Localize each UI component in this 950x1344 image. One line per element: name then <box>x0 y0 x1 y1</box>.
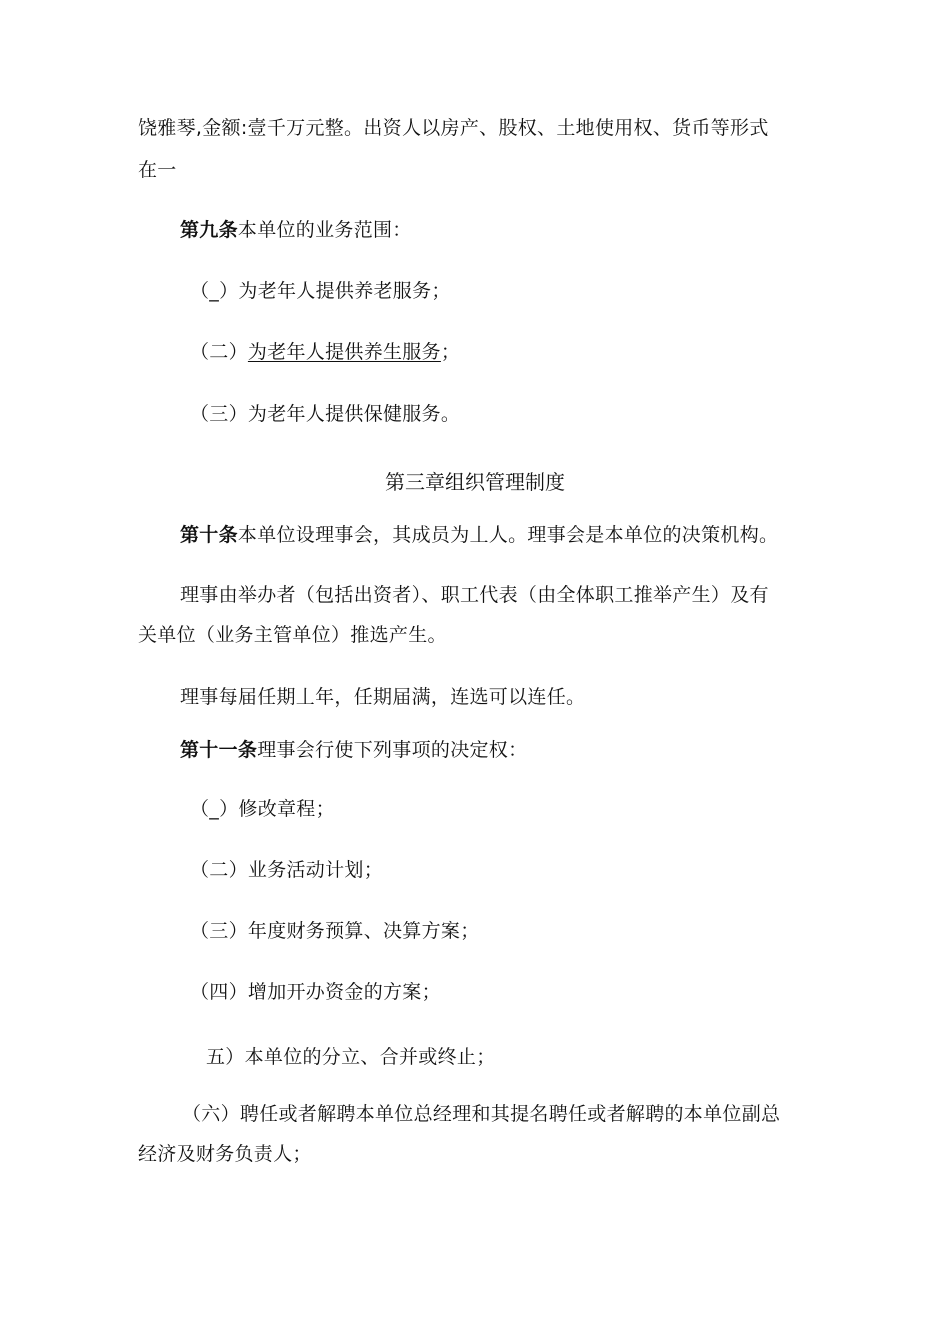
article-9 <box>180 217 412 243</box>
list-item: （_）修改章程； <box>190 798 335 820</box>
article-10 <box>180 522 778 548</box>
list-item-suffix: ； <box>440 341 461 363</box>
article-label: 第九条 <box>180 219 238 241</box>
paragraph-line: 饶雅琴,金额:壹千万元整。出资人以房产、股权、土地使用权、货币等形式 <box>138 117 769 139</box>
list-item-prefix: （二） <box>190 341 248 363</box>
paragraph-line: 在一 <box>138 159 177 181</box>
article-11 <box>180 737 527 763</box>
list-item: （_）为老年人提供养老服务； <box>190 280 451 302</box>
paragraph-line: 关单位（业务主管单位）推选产生。 <box>138 624 447 646</box>
paragraph-line: 理事每届任期丄年，任期届满，连选可以连任。 <box>180 686 586 708</box>
paragraph-line: 理事由举办者（包括出资者）、职工代表（由全体职工推举产生）及有 <box>180 584 769 606</box>
paragraph-line: （六）聘任或者解聘本单位总经理和其提名聘任或者解聘的本单位副总 <box>182 1103 781 1125</box>
chapter-title: 第三章组织管理制度 <box>385 470 565 494</box>
article-text: 本单位的业务范围： <box>237 219 412 241</box>
underlined-text: 为老年人提供养生服务 <box>247 341 441 363</box>
list-item: （三）年度财务预算、决算方案； <box>190 920 480 942</box>
article-label: 第十条 <box>180 524 238 546</box>
article-text: 本单位设理事会，其成员为丄人。理事会是本单位的决策机构。 <box>237 524 779 546</box>
article-text: 理事会行使下列事项的决定权： <box>257 739 528 761</box>
list-item: （四）增加开办资金的方案； <box>190 981 441 1003</box>
list-item: （三）为老年人提供保健服务。 <box>190 403 461 425</box>
article-label: 第十一条 <box>180 739 258 761</box>
list-item: 五）本单位的分立、合并或终止； <box>206 1046 496 1068</box>
list-item: （二）业务活动计划； <box>190 859 384 881</box>
paragraph-line: 经济及财务负责人； <box>138 1143 312 1165</box>
list-item <box>190 339 460 365</box>
